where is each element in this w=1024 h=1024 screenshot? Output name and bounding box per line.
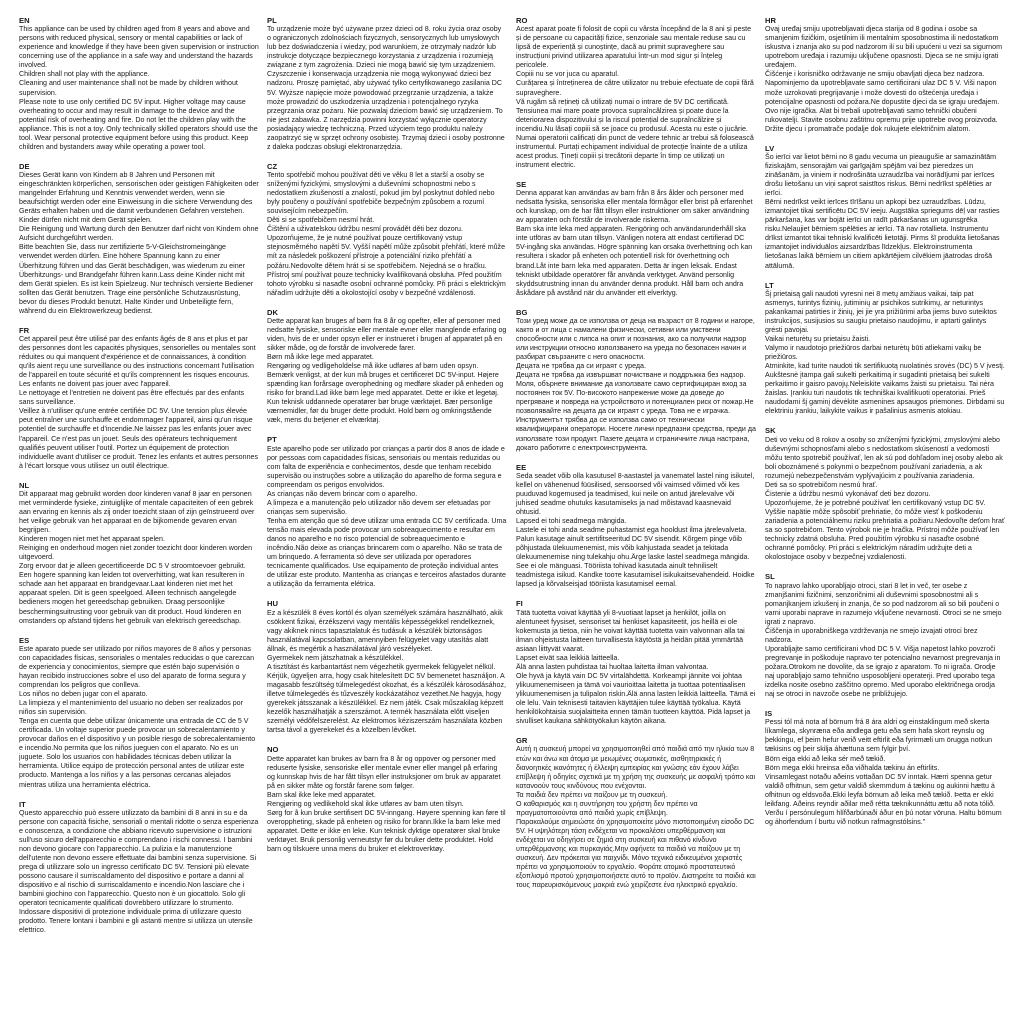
column-2: [267, 16, 507, 864]
language-code: SK: [765, 426, 776, 436]
language-code: DK: [267, 307, 278, 317]
language-code: BG: [516, 307, 528, 317]
safety-text: Dit apparaat mag gebruikt worden door kinderen vanaf 8 jaar en personen met verminderde fysieke, zintuiglijke of mentale capaciteiten of een gebrek aan ervaring en kennis als zij onder toezicht staan of zijn geïnstrueerd over het veilige gebruik van het apparaat en de bijkomende gevaren ervan begrijpen. Kinderen mogen niet met het apparaat spelen. Reiniging en onderhoud mogen niet zonder toezicht door kinderen worden uitgevoerd. Zorg ervoor dat je alleen gecertificeerde DC 5 V stroomtoevoer gebruikt. Een hogere spanning kan leiden tot oververhitting, wat kan resulteren in schade aan het apparaat en brandgevaar.Laat kinderen niet met het apparaat spelen. Dit is geen speelgoed. Alleen technisch aangelegde bedieners mogen het gereedschap gebruiken. Draag persoonlijke beschermingsuitrusting voor gebruik van dit product. Houd kinderen en omstanders op afstand tijdens het gebruik van elektrisch gereedschap.: [19, 489, 255, 625]
language-section-pt: [267, 435, 507, 589]
safety-text: Tätä tuotetta voivat käyttää yli 8-vuotiaat lapset ja henkilöt, joilla on alentuneet fyysiset, sensoriset tai henkiset kapasiteetit, jos heillä ei ole kokemusta ja tietoa, niin he voivat käyttää tuotetta vain valvonnan alla tai ilman ohjeistusta laitteen turvallisesta käytöstä ja heidän pitää ymmärtää asiaan liittyvät vaarat. Lapset eivät saa leikkiä laitteella. Älä anna lasten puhdistaa tai huoltaa laitetta ilman valvontaa. Ole hyvä ja käytä vain DC 5V virtalähdettä. Korkeampi jännite voi johtaa ylikuumenemiseen ja tämä voi vaurioittaa laitetta ja tuottaa potentiaalisen ylikuumenemisen ja tulipalon riskin.Älä anna lasten leikkiä laitteella. Tämä ei ole lelu. Vain teknisesti taitavien käyttäjien tulee käyttää työkalua. Käytä henkilökohtaisia suojalaitteita ennen tämän tuotteen käyttöä. Pidä lapset ja sivulliset kaukana sähkötyökalun käytön aikana.: [516, 608, 756, 726]
language-section-lt: [765, 281, 1005, 417]
safety-text: Šo ierīci var lietot bērni no 8 gadu vecuma un pieaugušie ar samazinātām fiziskajām, sensorajām vai garīgajām spējām vai bez pieredzes un zināšanām, ja viniem ir nodrošināta uzraudzība vai norādījumi par ierīces drošu lietošanu un viņi saprot saistītos riskus. Bērni nedrīkst spēlēties ar ierīci. Bērni nedrīkst veikt ierīces tīrīšanu un apkopi bez uzraudzības. Lūdzu, izmantojiet tikai sertificētu DC 5V ieeju. Augstāka spriegums dēļ var rasties pārkaršana, kas var bojāt ierīci un radīt pārkaršanas un ugunsgrēka risku.Nelaujiet bērniem spēlēties ar ierīci. Tā nav rotallieta. Instrumentu drīkst izmantot tikai tehniski kvalificēti lietotāji. Pirms šī produkta lietošanas izmantojiet individuālos aizsardzības līdzekļus. Elektroinstrumenta lietošanas laikā bērniem un citiem apkārtējiem cilvēkiem jāatrodas drošā attālumā.: [765, 152, 1000, 270]
language-code: NO: [267, 745, 279, 755]
language-section-fr: [19, 326, 259, 471]
language-code: PT: [267, 435, 277, 445]
language-code: SE: [516, 179, 527, 189]
safety-text: This appliance can be used by children aged from 8 years and above and persons with reduced physical, sensory or mental capabilities or lack of experience and knowledge if they have been given supervision or instruction concerning use of the appliance in a safe way and understand the hazards involved. Children shall not play with the appliance. Cleaning and user maintenance shall not be made by children without supervision. Please note to use only certified DC 5V input. Higher voltage may cause overheating to occur and may result in damage to the device and the potential risk of overheating and fire. Do not let the children play with the appliance. This is not a toy. Only technically skilled operators should use the tool. Wear personal protective equipment before using this product. Keep children and bystanders away while operating a power tool.: [19, 25, 259, 151]
column-4: [765, 16, 1005, 837]
language-code: FI: [516, 599, 523, 609]
language-code: IT: [19, 799, 26, 809]
language-section-hr: [765, 16, 1005, 134]
language-section-fi: [516, 599, 756, 726]
safety-text: Acest aparat poate fi folosit de copii cu vârsta începând de la 8 ani și peste și de persoane cu capacități fizice, senzoriale sau mentale reduse sau cu lipsă de experiență și cunoștințe, dacă au primit supraveghere sau instrucțiuni privind utilizarea aparatului într-un mod sigur și înțeleg pericolele. Copiii nu se vor juca cu aparatul. Curățarea și întreținerea de către utilizator nu trebuie efectuate de copii fără supraveghere. Vă rugăm să rețineți că utilizați numai o intrare de 5V DC certificată. Tensiunea mai mare poate provoca supraîncălzirea și poate duce la deteriorarea dispozitivului și la riscul potențial de supraîncălzire și incendiu.Nu lăsați copiii să se joace cu produsul. Acesta nu este o jucărie. Numai operatorii calificați din punct de vedere tehnic ar trebui să folosească instrumentul. Purtați echipament individual de protecție înainte de a utiliza acest produs. Țineți copiii și trecătorii departe în timp ce utilizați un instrument electric.: [516, 25, 754, 169]
safety-text: Cet appareil peut être utilisé par des enfants âgés de 8 ans et plus et par des personnes dont les capacités physiques, sensorielles ou mentales sont réduites ou qui manquent d'expérience et de connaissances, à condition qu'ils aient reçu une surveillance ou des instructions concernant l'utilisation de l'appareil en toute sécurité et qu'ils comprennent les risques encourus. Les enfants ne doivent pas jouer avec l'appareil. Le nettoyage et l'entretien ne doivent pas être effectués par des enfants sans surveillance. Veillez à n'utiliser qu'une entrée certifiée DC 5V. Une tension plus élevée peut entraîner une surchauffe et endommager l'appareil, ainsi qu'un risque potentiel de surchauffe et d'incendie.Ne laissez pas les enfants jouer avec l'appareil. Ce n'est pas un jouet. Seuls des opérateurs techniquement qualifiés peuvent utiliser l'outil. Portez un équipement de protection individuelle avant d'utiliser ce produit. Tenez les enfants et autres personnes à l'écart lorsque vous utilisez un outil électrique.: [19, 335, 259, 470]
language-code: NL: [19, 480, 30, 490]
language-section-se: [516, 180, 756, 298]
language-code: HR: [765, 16, 776, 25]
language-section-dk: [267, 308, 507, 426]
safety-text: Denna apparat kan användas av barn från 8 års ålder och personer med nedsatta fysiska, sensoriska eller mentala förmågor eller brist på erfarenhet och kunskap, om de har fått tillsyn eller instruktioner om säker användning av apparaten och förstår de involverade riskerna. Barn ska inte leka med apparaten. Rengöring och användarunderhåll ska inte utföras av barn utan tillsyn. Vänligen notera att endast certifierad DC 5V-ingång ska användas. Högre spänning kan orsaka överhettning och kan resultera i skador på enheten och potentiell risk för överhettning och brand.Låt inte barn leka med apparaten. Detta är ingen leksak. Endast tekniskt utbildade operatörer får använda verktyget. Använd personlig skyddsutrustning innan du använder denna produkt. Håll barn och andra åskådare på avstånd när du använder ett elverktyg.: [516, 189, 753, 297]
language-section-hu: [267, 599, 507, 735]
language-code: LT: [765, 280, 774, 290]
safety-text: Ez a készülék 8 éves kortól és olyan személyek számára használható, akik csökkent fizikai, érzékszervi vagy mentális képességekkel rendelkeznek, vagy akiknek nincs tapasztalatuk és tudásuk a készülék biztonságos használatával kapcsolatban, amennyiben felügyelet vagy utasítás alatt állnak, és megértik a használatával járó veszélyeket. Gyermekek nem játszhatnak a készülékkel. A tisztítást és karbantartást nem végezhetik gyermekek felügyelet nélkül. Kérjük, ügyeljen arra, hogy csak hitelesített DC 5V bemenetet használjon. A magasabb feszültség túlmelegedést okozhat, és a készülék károsodásához, illetve túlmelegedés és tűzveszély kockázatához vezethet.Ne hagyja, hogy gyerekek játsszanak a készülékkel. Ez nem játék. Csak műszakilag képzett kezelők használhatják a szerszámot. A termék használata előtt viseljen személyi védőfelszerelést. Az elektromos kéziszerszám használata közben tartsa távol a gyerekeket és a közelben lévőket.: [267, 608, 506, 735]
language-code: ES: [19, 635, 30, 645]
safety-text: Tento spotřebič mohou používat děti ve věku 8 let a starší a osoby se sníženými fyzickými, smyslovými a duševními schopnostmi nebo s nedostatkem zkušeností a znalostí, pokud jim byl poskytnut dohled nebo byly poučeny o používání spotřebiče bezpečným způsobem a rozumí souvisejícím nebezpečím. Děti si se spotřebičem nesmí hrát. Čištění a uživatelskou údržbu nesmí provádět děti bez dozoru. Upozorňujeme, že je nutné používat pouze certifikovaný vstup stejnosměrného napětí 5V. Vyšší napětí může způsobit přehřátí, které může mít za následek poškození přístroje a potenciální riziko přehřátí a požáru.Nedovolte dětem hrát si se spotřebičem. Nejedná se o hračku. Přístroj smí používat pouze technicky kvalifikovaná obsluha. Před použitím tohoto výrobku si nasaďte osobní ochranné pomůcky. Při práci s elektrickým nářadím udržujte děti a okolostojící osoby v bezpečné vzdálenosti.: [267, 171, 506, 297]
language-section-no: [267, 745, 507, 854]
safety-text: Αυτή η συσκευή μπορεί να χρησιμοποιηθεί από παιδιά από την ηλικία των 8 ετών και άνω και άτομα με μειωμένες σωματικές, αισθητηριακές ή διανοητικές ικανότητες ή έλλειψη εμπειρίας και γνώσης εάν έχουν λάβει επίβλεψη ή οδηγίες σχετικά με τη χρήση της συσκευής με ασφαλή τρόπο και κατανοούν τους κινδύνους που ενέχονται. Τα παιδιά δεν πρέπει να παίζουν με τη συσκευή. Ο καθαρισμός και η συντήρηση του χρήστη δεν πρέπει να πραγματοποιούνται από παιδιά χωρίς επίβλεψη. Παρακαλούμε σημειώστε ότι χρησιμοποιείτε μόνο πιστοποιημένη είσοδο DC 5V. Η υψηλότερη τάση ενδέχεται να προκαλέσει υπερθέρμανση και ενδέχεται να οδηγήσει σε ζημιά στη συσκευή και πιθανό κίνδυνο υπερθέρμανσης και πυρκαγιάς.Μην αφήνετε τα παιδιά να παίζουν με τη συσκευή. Δεν πρόκειται για παιχνίδι. Μόνο τεχνικά ειδικευμένοι χειριστές πρέπει να χρησιμοποιούν το εργαλείο. Φοράτε ατομικό προστατευτικό εξοπλισμό προτού χρησιμοποιήσετε αυτό το προϊόν. Διατηρείτε τα παιδιά και τους παρευρισκόμενους μακριά ενώ χειρίζεστε ένα ηλεκτρικό εργαλείο.: [516, 745, 756, 890]
safety-text: Този уред може да се използва от деца на възраст от 8 години и нагоре, както и от лица с намалени физически, сетивни или умствени способности или с липса на опит и познания, ако са получили надзор или инструкции относно използването на уреда по безопасен начин и разбират свързаните с него опасности. Децата не трябва да си играят с уреда. Децата не трябва да извършват почистване и поддръжка без надзор. Моля, обърнете внимание да използвате само сертифициран вход за постоянен ток 5V. По-високото напрежение може да доведе до прегряване и повреда на устройството и потенциален риск от пожар.Не позволявайте на децата да си играят с уреда. Това не е играчка. Инструментът трябва да се използва само от технически квалифицирани оператори. Носете лични предпазни средства, преди да използвате този продукт. Пазете децата и страничните лица настрана, докато работите с електроинструмента.: [516, 316, 756, 452]
safety-text: Dette apparat kan bruges af børn fra 8 år og opefter, eller af personer med nedsatte fysiske, sensoriske eller mentale evner eller manglende erfaring og viden, hvis de er under opsyn eller er instrueret i brugen af apparatet på en sikker måde, og de forstår de involverede farer. Børn må ikke lege med apparatet. Rengøring og vedligeholdelse må ikke udføres af børn uden opsyn. Bemærk venligst, at der kun må bruges et certificeret DC 5V-input. Højere spænding kan forårsage overophedning og medføre skader på enheden og risiko for brand.Lad ikke børn lege med apparatet. Dette er ikke et legetøj. Kun teknisk uddannede operatører bør bruge værktøjet. Bær personlige værnemidler, før du bruger dette produkt. Hold børn og omkringstående væk, mens du betjener et elværktøj.: [267, 316, 507, 425]
language-section-cz: [267, 162, 507, 298]
safety-text: Dieses Gerät kann von Kindern ab 8 Jahren und Personen mit eingeschränkten körperlichen, sensorischen oder geistigen Fähigkeiten oder mangelnder Erfahrung und Kenntnis verwendet werden, wenn sie beaufsichtigt werden oder eine Einweisung in die sichere Verwendung des Geräts erhalten haben und die damit verbundenen Gefahren verstehen. Kinder dürfen nicht mit dem Gerät spielen. Die Reinigung und Wartung durch den Benutzer darf nicht von Kindern ohne Aufsicht durchgeführt werden. Bitte beachten Sie, dass nur zertifizierte 5-V-Gleichstromeingänge verwendet werden dürfen. Eine höhere Spannung kann zu einer Überhitzung führen und das Gerät beschädigen, was wiederum zu einer Überhitzungs- und Brandgefahr führen kann.Lass deine Kinder nicht mit dem Gerät spielen. Es ist kein Spielzeug. Nur technisch versierte Bediener sollten das Gerät benutzen. Trage eine persönliche Schutzausrüstung, bevor du dieses Produkt benutzt. Halte Kinder und Unbeteiligte fern, während du ein Elektrowerkzeug bedienst.: [19, 171, 259, 315]
language-code: PL: [267, 16, 277, 25]
safety-text: To urządzenie może być używane przez dzieci od 8. roku życia oraz osoby o ograniczonych zdolnościach fizycznych, sensorycznych lub umysłowych lub bez doświadczenia i wiedzy, pod warunkiem, że otrzymały nadzór lub instrukcje dotyczące bezpiecznego korzystania z urządzenia i rozumieją związane z tym zagrożenia. Dzieci nie mogą bawić się tym urządzeniem. Czyszczenie i konserwacja urządzenia nie mogą wykonywać dzieci bez nadzoru. Proszę pamiętać, aby używać tylko certyfikowanego zasilania DC 5V. Wyższe napięcie może powodować przegrzanie urządzenia, a także może prowadzić do uszkodzenia urządzenia i potencjalnego ryzyka przegrzania oraz pożaru. Nie pozwalaj dzieciom bawić się urządzeniem. To nie jest zabawka. Z narzędzia powinni korzystać wyłącznie operatorzy posiadający wiedzę techniczną. Przed użyciem tego produktu należy zaopatrzyć się w sprzęt ochrony osobistej. Trzymaj dzieci i osoby postronne z daleka podczas obsługi elektronarzędzia.: [267, 25, 505, 151]
column-1: [19, 16, 259, 945]
language-section-pl: [267, 16, 507, 152]
language-section-en: [19, 16, 259, 152]
language-section-sl: [765, 572, 1005, 699]
language-section-es: [19, 636, 259, 790]
safety-text: Este aparelho pode ser utilizado por crianças a partir dos 8 anos de idade e por pessoas com capacidades físicas, sensoriais ou mentais reduzidas ou com falta de experiência e conhecimentos, desde que tenham recebido supervisão ou instruções sobre a utilização do aparelho de forma segura e compreendam os perigos envolvidos. As crianças não devem brincar com o aparelho. A limpeza e a manutenção pelo utilizador não devem ser efetuadas por crianças sem supervisão. Tenha em atenção que só deve utilizar uma entrada CC 5V certificada. Uma tensão mais elevada pode provocar um sobreaquecimento e resultar em danos no aparelho e no risco potencial de sobreaquecimento e incêndio.Não deixe as crianças brincarem com o aparelho. Não se trata de um brinquedo. A ferramenta só deve ser utilizada por operadores tecnicamente qualificados. Use equipamento de proteção individual antes de utilizar este produto. Mantenha as crianças e terceiros afastados durante a utilização da ferramenta elétrica.: [267, 444, 507, 589]
safety-text: Deti vo veku od 8 rokov a osoby so zníženými fyzickými, zmyslovými alebo duševnými schopnosťami alebo s nedostatkom skúseností a vedomostí môžu tento spotrebič používať, len ak sú pod dohľadom inej osoby alebo ak boli oboznámené s pokynmi o bezpečnom používaní zariadenia, a ak rozumejú nebezpečenstvám vyplývajúcim z používania zariadenia. Deti sa so spotrebičom nesmú hrať. Čistenie a údržbu nesmú vykonávať deti bez dozoru. Upozorňujeme, že je potrebné používať len certifikovaný vstup DC 5V. Vyššie napätie môže spôsobiť prehriatie, čo môže viesť k poškodeniu zariadenia a potenciálnemu riziku prehriatia a požiaru.Nedovoľte deťom hrať sa so spotrebičom. Tento výrobok nie je hračka. Prístroj môže používať len technicky zdatná obsluha. Pred použitím výrobku si nasaďte osobné ochranné pomôcky. Pri práci s elektrickým náradím udržujte deti a okolostojace osoby v bezpečnej vzdialenosti.: [765, 435, 1005, 562]
language-section-ee: [516, 463, 756, 590]
column-3: [516, 16, 756, 900]
language-code: EE: [516, 462, 527, 472]
language-section-nl: [19, 481, 259, 626]
language-section-sk: [765, 426, 1005, 562]
language-code: LV: [765, 143, 775, 153]
language-section-bg: [516, 308, 756, 453]
language-code: GR: [516, 736, 528, 746]
language-code: FR: [19, 325, 30, 335]
language-section-ro: [516, 16, 756, 170]
safety-text: Ovaj uređaj smiju upotrebljavati djeca starija od 8 godina i osobe sa smanjenim fizičkim, osjetilnim ili mentalnim sposobnostima ili nedostatkom iskustva i znanja ako su pod nadzorom ili su bili upućeni u vezi sa sigurnom upotrebom uređaja i razumiju uključene opasnosti. Djeca se ne smiju igrati uređajem. Čišćenje i korisničko održavanje ne smiju obavljati djeca bez nadzora. Napominjemo da upotrebljavate samo certificirani ulaz DC 5 V. Viši napon može uzrokovati pregrijavanje i može dovesti do oštećenja uređaja i potencijalne opasnosti od požara.Ne dopustite djeci da se igraju uređajem. Ovo nije igračka. Alat bi trebali upotrebljavati samo tehnički obučeni rukovatelji. Stavite osobnu zaštitnu opremu prije upotrebe ovog proizvoda. Držite djecu i promatrače podalje dok rukujete električnim alatom.: [765, 25, 1002, 133]
language-section-it: [19, 800, 259, 936]
safety-text: Šį prietaisą gali naudoti vyresni nei 8 metų amžiaus vaikai, taip pat asmenys, turintys fizinių, jutiminių ar psichikos sutrikimų, ar neturintys pakankamai patirties ir žinių, jei jie yra prižiūrimi arba jiems buvo suteiktos instrukcijos, susijusios su saugiu prietaiso naudojimu, ir aptarti galintys grėsti pavojai. Vaikai neturėtų su prietaisu žaisti. Valymo ir naudotojo priežiūros darbai neturėtų būti atliekami vaikų be priežiūros. Atminkite, kad turite naudoti tik sertifikuotą nuolatinės srovės (DC) 5 V įvestį. Aukštesnė įtampa gali sukelti perkaitimą ir sugadinti prietaisą bei sukelti perkaitimo ir gaisro pavojų.Neleiskite vaikams žaisti su prietaisu. Tai nėra žaislas. Įrankiu turi naudotis tik techniškai kvalifikuoti operatoriai. Prieš naudodami šį gaminį dėvėkite asmenines apsaugos priemones. Dirbdami su elektriniu įrankiu, laikykite vaikus ir pašalinius asmenis atokiau.: [765, 289, 1005, 416]
language-code: IS: [765, 709, 773, 719]
language-code: DE: [19, 161, 30, 171]
safety-text: Este aparato puede ser utilizado por niños mayores de 8 años y personas con capacidades físicas, sensoriales o mentales reducidas o que carezcan de experiencia y conocimientos, siempre que estén bajo supervisión o hayan recibido instrucciones sobre el uso del aparato de forma segura y comprendan los peligros que conlleva. Los niños no deben jugar con el aparato. La limpieza y el mantenimiento del usuario no deben ser realizados por niños sin supervisión. Tenga en cuenta que debe utilizar únicamente una entrada de CC de 5 V certificada. Un voltaje superior puede provocar un sobrecalentamiento y provocar daños en el dispositivo y un posible riesgo de sobrecalentamiento e incendio.No permita que los niños jueguen con el aparato. No es un juguete. Solo los usuarios con habilidades técnicas deben utilizar la herramienta. Utilice equipo de protección personal antes de utilizar este producto. Mantenga a los niños y a las personas cercanas alejados mientras utiliza una herramienta eléctrica.: [19, 644, 256, 789]
language-section-gr: [516, 736, 756, 890]
language-code: RO: [516, 16, 528, 25]
language-code: CZ: [267, 161, 278, 171]
language-section-is: [765, 709, 1005, 827]
language-code: HU: [267, 599, 278, 609]
safety-text: Seda seadet võib olla kasutusel 8-aastastel ja vanematel lastel ning isikutel, kellel on vähenenud füüsilised, sensoorsed või vaimsed võimed või kes puuduvad kogemused ja teadmised, kui neile on antud järelevalve või juhised seadme ohutuks kasutamiseks ja nad mõistavad kaasnevaid ohtusid. Lapsed ei tohi seadmega mängida. Lastele ei tohi anda seadme puhastamist ega hooldust ilma järelevalveta. Palun kasutage ainult sertifitseeritud DC 5V sisendit. Kõrgem pinge võib põhjustada ülekuumenemist, mis võib kahjustada seadet ja tekitada ülekuumenemise ning tulekahju ohu.Ärge laske lastel seadmega mängida. See ei ole mänguasi. Tööriista tohivad kasutada ainult tehniliselt teadmistega isikud. Kandke tooте kasutamisel isikukaitsevahendeid. Hoidke lapsed ja kõrvalseisjad tööriista kasutamisel eemal.: [516, 471, 755, 589]
language-code: SL: [765, 572, 775, 582]
safety-text: To napravo lahko uporabljajo otroci, stari 8 let in več, ter osebe z zmanjšanimi fizičnimi, senzoričnimi ali duševnimi sposobnostmi ali s pomanjkanjem izkušenj in znanja, če so pod nadzorom ali so bili poučeni o varni uporabi naprave in razumejo vključene nevarnosti. Otroci se ne smejo igrati z napravo. Čiščenja in uporabniškega vzdrževanja ne smejo izvajati otroci brez nadzora. Uporabljajte samo certificirani vhod DC 5 V. Višja napetost lahko povzroči pregrevanje in poškoduje napravo ter potencialno nevarnost pregrevanja in požara.Otrokom ne dovolite, da se igrajo z aparatom. To ni igrača. Orodje naj uporabljajo samo tehnično usposobljeni operaterji. Pred uporabo tega izdelka nosite osebno zaščitno opremo. Med uporabo električnega orodja naj se otroci in navzoče osebe ne približujejo.: [765, 581, 1002, 699]
language-code: EN: [19, 16, 30, 25]
safety-text: Questo apparecchio può essere utilizzato da bambini di 8 anni in su e da persone con capacità fisiche, sensoriali o mentali ridotte o senza esperienza e conoscenza, a condizione che abbiano ricevuto supervisione o istruzioni sull'uso sicuro dell'apparecchio e comprendano i rischi connessi. I bambini non devono giocare con l'apparecchio. La pulizia e la manutenzione dell'utente non devono essere effettuate dai bambini senza supervisione. Si prega di utilizzare solo un ingresso certificato DC 5V. Tensioni più elevate possono causare il surriscaldamento del dispositivo e portare a danni al dispositivo e al rischio di surriscaldamento e incendio.Non lasciare che i bambini giochino con l'apparecchio. Questo non è un giocattolo. Solo gli operatori tecnicamente qualificati dovrebbero utilizzare lo strumento. Indossare dispositivi di protezione individuale prima di utilizzare questo prodotto. Tenere lontani i bambini e gli astanti mentre si utilizza un utensile elettrico.: [19, 808, 259, 935]
safety-text: Dette apparatet kan brukes av barn fra 8 år og oppover og personer med reduserte fysiske, sensoriske eller mentale evner eller mangel på erfaring og kunnskap hvis de har fått tilsyn eller instruksjoner om bruk av apparatet på en sikker måte og forstår farene som følger. Barn skal ikke leke med apparatet. Rengjøring og vedlikehold skal ikke utføres av barn uten tilsyn. Sørg for å kun bruke sertifisert DC 5V-inngang. Høyere spenning kan føre til overoppheting, skade på enheten og risiko for brann.Ikke la barn leke med apparatet. Dette er ikke en leke. Kun teknisk dyktige operatører skal bruke verktøyet. Bruk personlig verneutstyr før du bruker dette produktet. Hold barn og tilskuere unna mens du bruker et elektroverktøy.: [267, 754, 506, 853]
safety-text: Pessi tól má nota af börnum frá 8 ára aldri og einstaklingum með skerta líkamlega, skynræna eða andlega getu eða sem hafa skort reynslu og þekkingu, ef þeim hefur verið veitt eftirlit eða fyrirmæli um örugga notkun tækisins og þeir skilja áhættuna sem fylgir því. Börn eiga ekki að leika sér með tækið. Börn mega ekki hreinsa eða viðhalda tækinu án eftirlits. Vinsamlegast notaðu aðeins vottaðan DC 5V inntak. Hærri spenna getur valdið ofhitnun, sem getur valdið skemmdum á tækinu og aukinni hættu á ofhitnun og eldsvoða.Ekki leyfa börnum að leika með tækið. Þetta er ekki leikfang. Aðeins reyndir aðilar með rétta tæknikunnáttu ættu að nota tólið. Verðu í persónulegum hlífðarbúnaði áður en þú notar vöruna. Haltu börnum og áhorfendum í burtu við notkun rafmagnstólsins.": [765, 718, 1002, 826]
language-section-de: [19, 162, 259, 316]
language-section-lv: [765, 144, 1005, 271]
